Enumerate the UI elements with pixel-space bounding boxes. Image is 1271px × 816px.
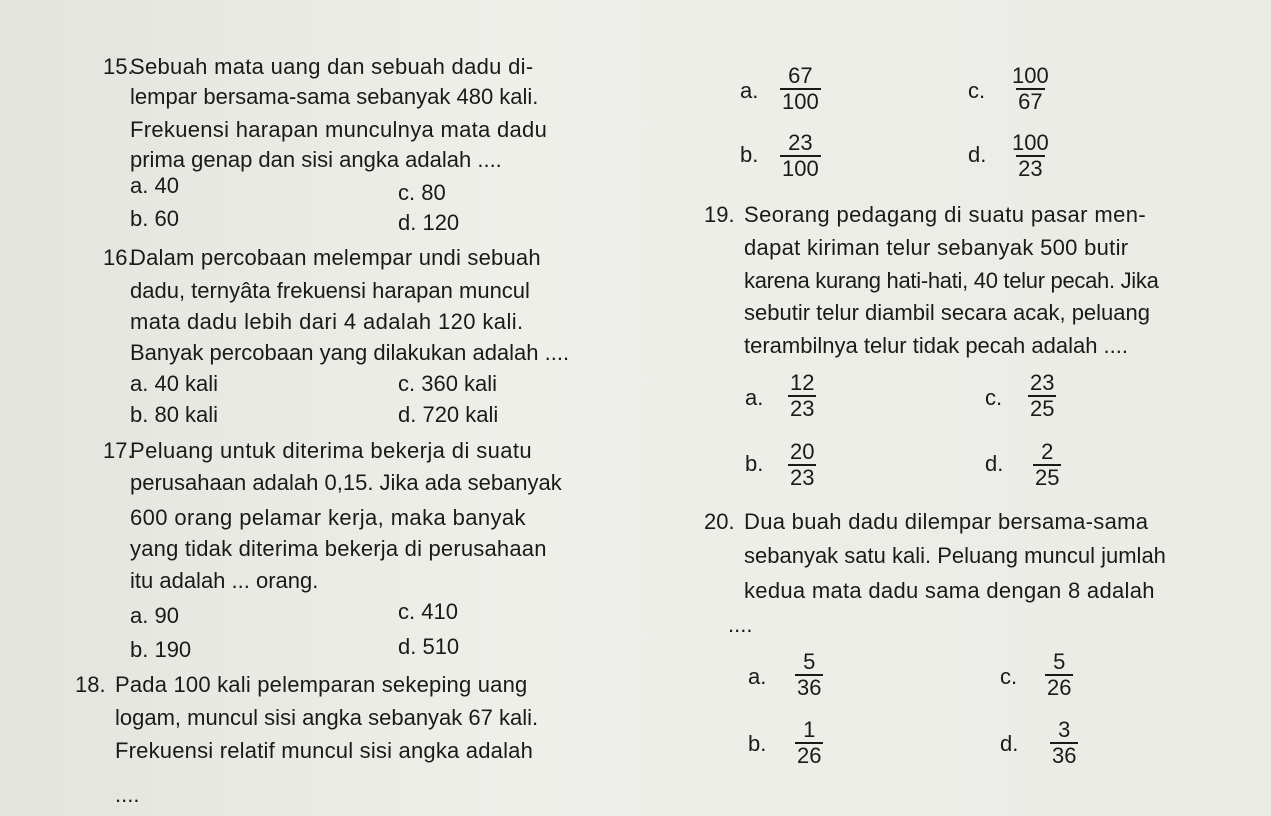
q17-line-3: 600 orang pelamar kerja, maka banyak [130,505,526,530]
q18-option-b-denominator: 100 [782,156,819,181]
q20-option-b-denominator: 26 [797,743,822,768]
q20-option-a-label: a. [748,664,767,689]
q20-option-a-fraction [795,650,823,700]
q20-line-2: sebanyak satu kali. Peluang muncul jumlah [744,543,1166,568]
q19-option-a-fraction [788,371,816,421]
q19-option-c-numerator: 23 [1030,370,1055,395]
q18-option-b-numerator: 23 [788,130,813,155]
q18-option-a-numerator: 67 [788,63,813,88]
q17-line-5: itu adalah ... orang. [130,568,319,593]
q18-option-c-fraction [1010,64,1051,114]
q19-option-d-denominator: 25 [1035,465,1060,490]
q20-option-c-denominator: 26 [1047,675,1072,700]
q18-line-4: .... [115,782,140,807]
q16-line-4: Banyak percobaan yang dilakukan adalah .... [130,340,570,365]
q16-line-3: mata dadu lebih dari 4 adalah 120 kali. [130,309,524,334]
q19-option-b-fraction [788,440,816,490]
q19-option-b-label: b. [745,451,764,476]
q20-option-d-numerator: 3 [1058,717,1071,742]
q20-option-c-numerator: 5 [1053,649,1066,674]
q18-option-d-denominator: 23 [1018,156,1043,181]
q15-option-b: b. 60 [130,206,179,231]
q20-option-c-label: c. [1000,664,1018,689]
q20-line-3: kedua mata dadu sama dengan 8 adalah [744,578,1155,603]
q19-option-a-label: a. [745,385,764,410]
q18-line-1: Pada 100 kali pelemparan sekeping uang [115,672,528,697]
q18-option-b-fraction [780,131,821,181]
q19-option-d-numerator: 2 [1041,439,1054,464]
q17-line-2: perusahaan adalah 0,15. Jika ada sebanyak [130,470,562,495]
q19-option-c-fraction [1028,371,1056,421]
q16-option-b: b. 80 kali [130,402,219,427]
q20-option-d-label: d. [1000,731,1019,756]
q19-option-b-denominator: 23 [790,465,815,490]
q15-number: 15. [103,54,134,79]
q15-option-a: a. 40 [130,173,179,198]
q19-option-c-denominator: 25 [1030,396,1055,421]
q19-line-3: karena kurang hati-hati, 40 telur pecah. Jika [744,268,1159,293]
q15-option-d: d. 120 [398,210,460,235]
q20-number: 20. [704,509,735,534]
q17-option-a: a. 90 [130,603,179,628]
q18-option-b-label: b. [740,142,759,167]
q18-line-2: logam, muncul sisi angka sebanyak 67 kali. [115,705,539,730]
q18-option-c-label: c. [968,78,986,103]
q16-number: 16. [103,245,134,270]
q18-option-c-numerator: 100 [1012,63,1049,88]
q17-option-b: b. 190 [130,637,192,662]
q20-option-d-fraction [1050,718,1078,768]
q18-option-d-fraction [1010,131,1051,181]
q19-option-c-label: c. [985,385,1003,410]
q20-option-c-fraction [1045,650,1073,700]
q16-option-c: c. 360 kali [398,371,498,396]
q17-option-d: d. 510 [398,634,460,659]
q18-option-d-numerator: 100 [1012,130,1049,155]
q18-option-a-denominator: 100 [782,89,819,114]
q19-number: 19. [704,202,735,227]
q19-option-a-numerator: 12 [790,370,815,395]
q18-line-3: Frekuensi relatif muncul sisi angka adalah [115,738,534,763]
q16-line-2: dadu, ternyâta frekuensi harapan muncul [130,278,530,303]
q15-line-1: Sebuah mata uang dan sebuah dadu di- [130,54,534,79]
q17-line-1: Peluang untuk diterima bekerja di suatu [130,438,533,463]
q17-line-4: yang tidak diterima bekerja di perusahaan [130,536,547,561]
q19-option-d-fraction [1033,440,1061,490]
q20-option-d-denominator: 36 [1052,743,1077,768]
q19-option-a-denominator: 23 [790,396,815,421]
q16-option-a: a. 40 kali [130,371,219,396]
q20-line-1: Dua buah dadu dilempar bersama-sama [744,509,1149,534]
q15-line-2: lempar bersama-sama sebanyak 480 kali. [130,84,539,109]
q19-line-2: dapat kiriman telur sebanyak 500 butir [744,235,1129,260]
q15-line-3: Frekuensi harapan munculnya mata dadu [130,117,548,142]
q20-option-b-numerator: 1 [803,717,816,742]
q18-option-d-label: d. [968,142,987,167]
q20-option-b-fraction [795,718,823,768]
q20-line-4: .... [728,612,753,637]
q19-option-b-numerator: 20 [790,439,815,464]
q15-line-4: prima genap dan sisi angka adalah .... [130,147,502,172]
q20-option-b-label: b. [748,731,767,756]
q20-option-a-denominator: 36 [797,675,822,700]
q19-line-4: sebutir telur diambil secara acak, peluang [744,300,1151,325]
q19-line-1: Seorang pedagang di suatu pasar men- [744,202,1147,227]
q18-option-a-fraction [780,64,821,114]
q19-option-d-label: d. [985,451,1004,476]
q20-option-a-numerator: 5 [803,649,816,674]
q15-option-c: c. 80 [398,180,446,205]
q17-number: 17. [103,438,134,463]
q16-line-1: Dalam percobaan melempar undi sebuah [130,245,541,270]
q18-number: 18. [75,672,106,697]
q18-option-a-label: a. [740,78,759,103]
q16-option-d: d. 720 kali [398,402,499,427]
q17-option-c: c. 410 [398,599,458,624]
q19-line-5: terambilnya telur tidak pecah adalah .... [744,333,1129,358]
q18-option-c-denominator: 67 [1018,89,1043,114]
